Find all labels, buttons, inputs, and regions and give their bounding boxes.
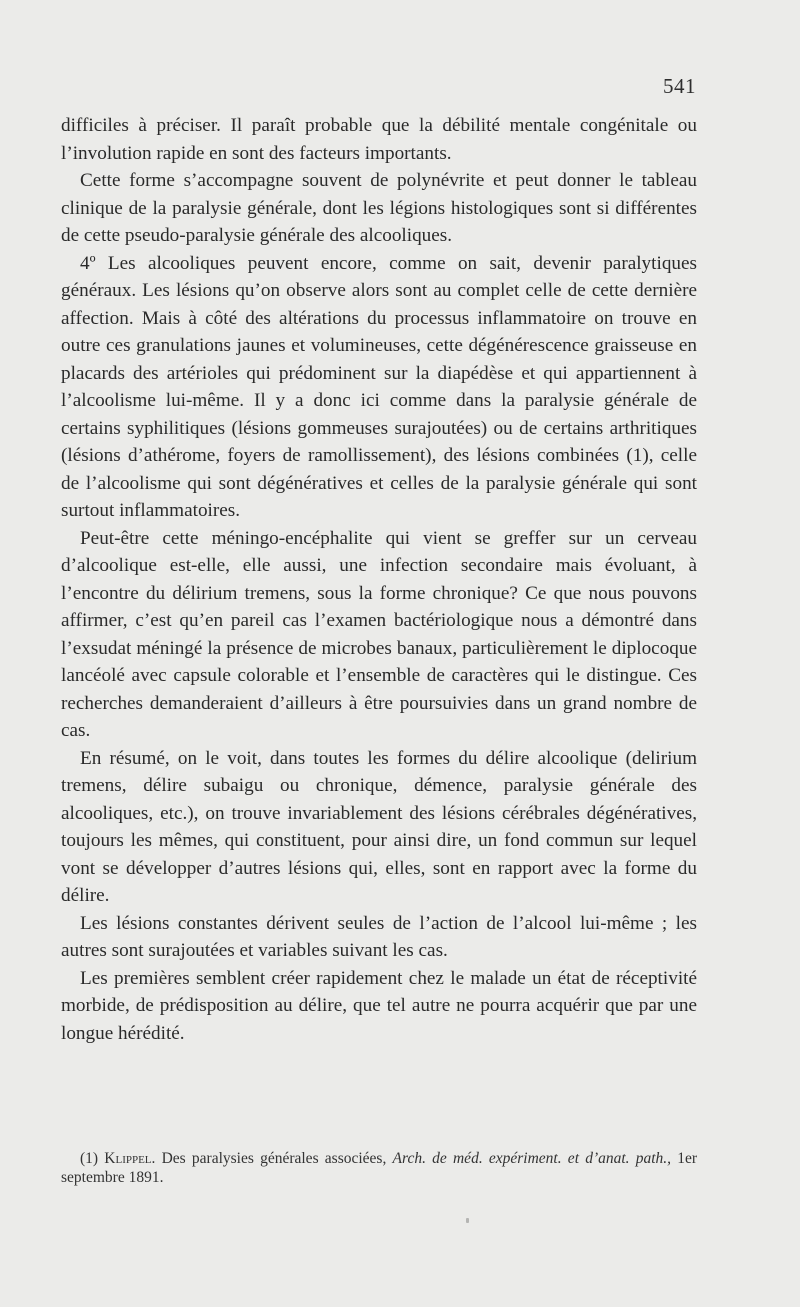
footnote-date: 1er septembre 1891.: [61, 1150, 698, 1186]
paragraph-4: Peut-être cette méningo-encéphalite qui vient se greffer sur un cerveau d’alcoolique est-elle, elle aussi, une infection secondaire mais évoluant, à l’encontre du délirium tremens, sous la forme chronique? Ce que nous pouvons affirmer, c’est qu’en pareil cas l’examen bactériologique nous a démontré dans l’exsudat méningé la présence de microbes banaux, particulièrement le diplocoque lancéolé avec capsule colorable et l’ensemble de caractères qui le distingue. Ces recherches demanderaient d’ailleurs à être poursuivies dans un grand nombre de cas.: [61, 527, 697, 741]
footnote-author: Klippel.: [104, 1150, 156, 1167]
footnote: [61, 1149, 697, 1187]
paragraph-6: Les lésions constantes dérivent seules de l’action de l’alcool lui-même ; les autres sont surajoutées et variables suivant les cas.: [61, 912, 697, 961]
paragraph-7: Les premières semblent créer rapidement chez le malade un état de réceptivité morbide, de prédisposition au délire, que tel autre ne pourra acquérir que par une longue hérédité.: [61, 967, 697, 1044]
paragraph-1: difficiles à préciser. Il paraît probable que la débilité mentale congénitale ou l’involution rapide en sont des facteurs importants.: [61, 115, 697, 164]
page-number: 541: [663, 74, 696, 98]
print-speck: [466, 1218, 469, 1223]
paragraph-5: En résumé, on le voit, dans toutes les formes du délire alcoolique (delirium tremens, délire subaigu ou chronique, démence, paralysie générale des alcooliques, etc.), on trouve invariablement des lésions cérébrales dégénératives, toujours les mêmes, qui constituent, pour ainsi dire, un fond commun sur lequel vont se développer d’autres lésions qui, elles, sont en rapport avec la forme du délire.: [61, 747, 697, 906]
body-text: [61, 112, 697, 1047]
footnote-journal: Arch. de méd. expériment. et d’anat. path.,: [392, 1150, 672, 1167]
footnote-text: [61, 1149, 697, 1187]
footnote-marker: (1): [80, 1150, 99, 1167]
paragraph-2: Cette forme s’accompagne souvent de polynévrite et peut donner le tableau clinique de la paralysie générale, dont les légions histologiques sont si différentes de cette pseudo-paralysie générale des alcooliques.: [61, 170, 697, 246]
footnote-title: Des paralysies générales associées,: [161, 1150, 387, 1167]
paragraph-3: 4º Les alcooliques peuvent encore, comme on sait, devenir paralytiques généraux. Les lésions qu’on observe alors sont au complet celle de cette dernière affection. Mais à côté des altérations du processus inflammatoire on trouve en outre ces granulations jaunes et volumineuses, cette dégénérescence graisseuse en placards des artérioles qui prédominent sur la diapédèse et qui appartiennent à l’alcoolisme lui-même. Il y a donc ici comme dans la paralysie générale de certains syphilitiques (lésions gommeuses surajoutées) ou de certains arthritiques (lésions d’athérome, foyers de ramollissement), des lésions combinées (1), celle de l’alcoolisme qui sont dégénératives et celles de la paralysie générale qui sont surtout inflammatoires.: [61, 252, 697, 521]
